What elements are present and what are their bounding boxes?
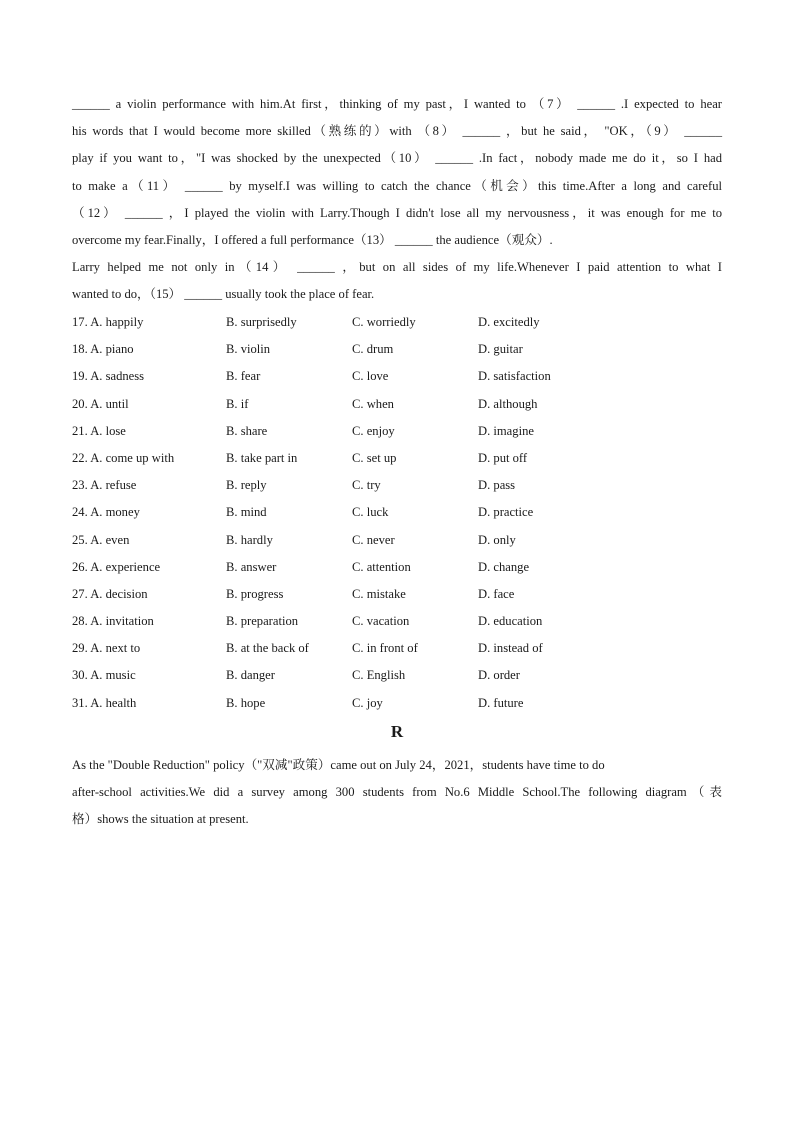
- passage-line: overcome my fear.Finally，I offered a full performance（13） ______ the audience（观众）.: [72, 232, 553, 247]
- option-c: C. when: [352, 396, 394, 411]
- option-b: B. preparation: [226, 614, 299, 629]
- passage-line: wanted to do，（15） ______ usually took the place of fear.: [72, 287, 375, 302]
- option-a: 18. A. piano: [72, 342, 134, 357]
- option-d: D. instead of: [478, 641, 543, 656]
- option-d: D. order: [478, 668, 520, 683]
- question-row: [72, 690, 722, 717]
- option-a: 23. A. refuse: [72, 478, 137, 493]
- option-a: 21. A. lose: [72, 423, 126, 438]
- question-row: [72, 499, 722, 526]
- question-row: [72, 445, 722, 472]
- option-d: D. imagine: [478, 423, 534, 438]
- option-d: D. although: [478, 396, 538, 411]
- question-row: [72, 662, 722, 689]
- passage-line: As the "Double Reduction" policy（"双减"政策）came out on July 24，2021，students have time to do: [72, 758, 605, 772]
- passage-line: after-school activities.We did a survey among 300 students from No.6 Middle School.The following diagram（表: [72, 785, 722, 800]
- option-d: D. pass: [478, 478, 516, 493]
- section-heading: R: [390, 722, 404, 741]
- option-d: D. practice: [478, 505, 534, 520]
- option-b: B. mind: [226, 505, 267, 520]
- passage-line: 格）shows the situation at present.: [72, 812, 249, 827]
- question-row: [72, 635, 722, 662]
- passage-line: his words that I would become more skilled（熟练的）with （8） ______ ，but he said， "OK，（9） ______: [72, 124, 722, 139]
- option-a: 29. A. next to: [72, 641, 141, 656]
- option-c: C. try: [352, 478, 381, 493]
- option-b: B. fear: [226, 369, 261, 384]
- option-c: C. mistake: [352, 586, 406, 601]
- option-d: D. satisfaction: [478, 369, 551, 384]
- option-c: C. attention: [352, 559, 411, 574]
- option-d: D. guitar: [478, 342, 523, 357]
- option-b: B. share: [226, 423, 268, 438]
- question-row: [72, 554, 722, 581]
- option-c: C. set up: [352, 450, 397, 465]
- option-b: B. answer: [226, 559, 277, 574]
- question-options: [72, 309, 722, 717]
- option-d: D. education: [478, 614, 543, 629]
- option-b: B. at the back of: [226, 641, 309, 656]
- option-b: B. violin: [226, 342, 271, 357]
- option-b: B. hardly: [226, 532, 273, 547]
- option-b: B. surprisedly: [226, 315, 297, 329]
- option-a: 30. A. music: [72, 668, 136, 683]
- option-c: C. enjoy: [352, 423, 395, 438]
- option-c: C. joy: [352, 695, 383, 710]
- passage-line: play if you want to，"I was shocked by the unexpected（10） ______ .In fact，nobody made me do it，so I had: [72, 151, 722, 166]
- cloze-passage: [72, 91, 722, 309]
- option-b: B. progress: [226, 586, 284, 601]
- option-c: C. worriedly: [352, 315, 416, 329]
- option-b: B. danger: [226, 668, 275, 683]
- option-a: 26. A. experience: [72, 559, 161, 574]
- passage-line: Larry helped me not only in（14） ______ ，but on all sides of my life.Whenever I paid attention to what I: [72, 260, 722, 275]
- question-row: [72, 581, 722, 608]
- question-row: [72, 336, 722, 363]
- option-c: C. in front of: [352, 641, 418, 656]
- option-a: 20. A. until: [72, 396, 129, 411]
- option-c: C. vacation: [352, 614, 410, 629]
- option-b: B. reply: [226, 478, 267, 493]
- question-row: [72, 309, 722, 336]
- question-row: [72, 391, 722, 418]
- option-c: C. drum: [352, 342, 394, 357]
- question-row: [72, 608, 722, 635]
- option-d: D. future: [478, 695, 524, 710]
- passage-line: （12） ______ ，I played the violin with Larry.Though I didn't lose all my nervousness，it was enough for me to: [72, 205, 722, 220]
- passage-line: to make a（11） ______ by myself.I was willing to catch the chance（机会）this time.After a long and careful: [72, 178, 722, 193]
- option-d: D. face: [478, 586, 515, 601]
- question-row: [72, 472, 722, 499]
- option-a: 31. A. health: [72, 695, 137, 710]
- reading-passage: [72, 752, 722, 834]
- option-a: 25. A. even: [72, 532, 130, 547]
- passage-line: ______ a violin performance with him.At first，thinking of my past，I wanted to （7） ______ .I expected to hear: [72, 97, 722, 111]
- option-c: C. love: [352, 369, 389, 384]
- option-a: 24. A. money: [72, 505, 140, 520]
- option-a: 17. A. happily: [72, 315, 144, 329]
- option-d: D. excitedly: [478, 315, 540, 329]
- option-c: C. never: [352, 532, 395, 547]
- option-d: D. only: [478, 532, 516, 547]
- option-a: 22. A. come up with: [72, 450, 175, 465]
- option-b: B. if: [226, 396, 249, 411]
- option-d: D. put off: [478, 450, 528, 465]
- option-a: 27. A. decision: [72, 586, 148, 601]
- option-a: 28. A. invitation: [72, 614, 154, 629]
- question-row: [72, 527, 722, 554]
- option-c: C. English: [352, 668, 406, 683]
- option-b: B. take part in: [226, 450, 298, 465]
- option-b: B. hope: [226, 695, 266, 710]
- option-a: 19. A. sadness: [72, 369, 145, 384]
- option-c: C. luck: [352, 505, 389, 520]
- option-d: D. change: [478, 559, 530, 574]
- question-row: [72, 418, 722, 445]
- question-row: [72, 363, 722, 390]
